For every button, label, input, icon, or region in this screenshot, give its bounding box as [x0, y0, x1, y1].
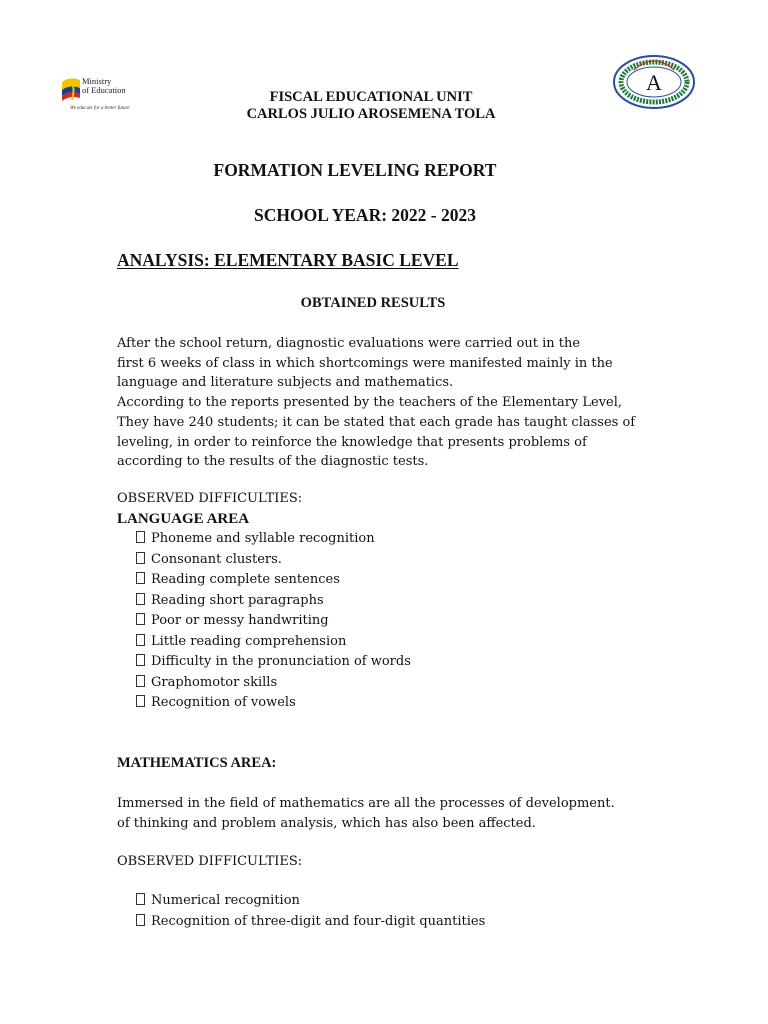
intro-paragraph: [117, 334, 637, 472]
analysis-heading: ANALYSIS: ELEMENTARY BASIC LEVEL: [117, 250, 459, 270]
list-item-text: Recognition of three-digit and four-digit quantities: [151, 913, 486, 929]
list-item-text: Recognition of vowels: [151, 695, 296, 710]
list-item-text: Difficulty in the pronunciation of words: [151, 654, 411, 669]
paragraph-line: of thinking and problem analysis, which has also been affected.: [117, 815, 536, 831]
list-item: [136, 891, 485, 912]
paragraph-line: first 6 weeks of class in which shortcomings were manifested mainly in the: [117, 355, 613, 371]
paragraph-line: According to the reports presented by the teachers of the Elementary Level,: [117, 395, 623, 411]
ministry-label-line1: Ministry: [82, 76, 112, 86]
seal-letter: A: [646, 70, 662, 95]
checkbox-glyph-icon: [136, 893, 145, 905]
list-item: [136, 912, 485, 933]
list-item-text: Reading short paragraphs: [151, 592, 324, 608]
mathematics-area-heading: MATHEMATICS AREA:: [117, 755, 277, 771]
list-item: [136, 570, 411, 591]
paragraph-line: After the school return, diagnostic evaluations were carried out in the: [117, 336, 581, 351]
list-item: [136, 632, 411, 653]
list-item-text: Poor or messy handwriting: [151, 613, 329, 628]
paragraph-line: according to the results of the diagnostic tests.: [117, 454, 429, 470]
report-title: FORMATION LEVELING REPORT: [213, 160, 497, 180]
math-intro-paragraph: [117, 794, 637, 833]
checkbox-glyph-icon: [136, 914, 145, 926]
list-item-text: Graphomotor skills: [151, 674, 278, 690]
list-item: [136, 652, 411, 673]
paragraph-line: Immersed in the field of mathematics are all the processes of development.: [117, 796, 615, 811]
list-item-text: Consonant clusters.: [151, 551, 282, 567]
ministry-label-line2: of Education: [82, 85, 126, 95]
checkbox-glyph-icon: [136, 695, 145, 707]
list-item: [136, 673, 411, 694]
checkbox-glyph-icon: [136, 613, 145, 625]
language-difficulties-list: [136, 529, 411, 714]
list-item-text: Numerical recognition: [151, 893, 300, 908]
list-item: [136, 591, 411, 612]
checkbox-glyph-icon: [136, 572, 145, 584]
list-item-text: Reading complete sentences: [151, 572, 340, 587]
list-item-text: Little reading comprehension: [151, 633, 347, 649]
list-item-text: Phoneme and syllable recognition: [151, 531, 375, 546]
paragraph-line: leveling, in order to reinforce the knowledge that presents problems of: [117, 434, 587, 450]
math-observed-difficulties-label: OBSERVED DIFFICULTIES:: [117, 854, 303, 869]
institution-name-line1: FISCAL EDUCATIONAL UNIT: [269, 89, 473, 105]
checkbox-glyph-icon: [136, 634, 145, 646]
list-item: [136, 611, 411, 632]
list-item: [136, 550, 411, 571]
checkbox-glyph-icon: [136, 531, 145, 543]
observed-difficulties-label: OBSERVED DIFFICULTIES:: [117, 491, 303, 506]
math-difficulties-list: [136, 891, 485, 932]
ministry-tagline: We educate for a better future: [70, 106, 130, 111]
checkbox-glyph-icon: [136, 675, 145, 687]
paragraph-line: They have 240 students; it can be stated that each grade has taught classes of: [117, 414, 636, 430]
checkbox-glyph-icon: [136, 654, 145, 666]
obtained-results-heading: OBTAINED RESULTS: [300, 295, 446, 311]
checkbox-glyph-icon: [136, 552, 145, 564]
institution-name-line2: CARLOS JULIO AROSEMENA TOLA: [246, 106, 496, 122]
paragraph-line: language and literature subjects and mathematics.: [117, 375, 454, 391]
list-item: [136, 529, 411, 550]
checkbox-glyph-icon: [136, 593, 145, 605]
school-year-heading: SCHOOL YEAR: 2022 - 2023: [253, 205, 476, 225]
language-area-heading: LANGUAGE AREA: [117, 511, 250, 527]
list-item: [136, 693, 411, 714]
